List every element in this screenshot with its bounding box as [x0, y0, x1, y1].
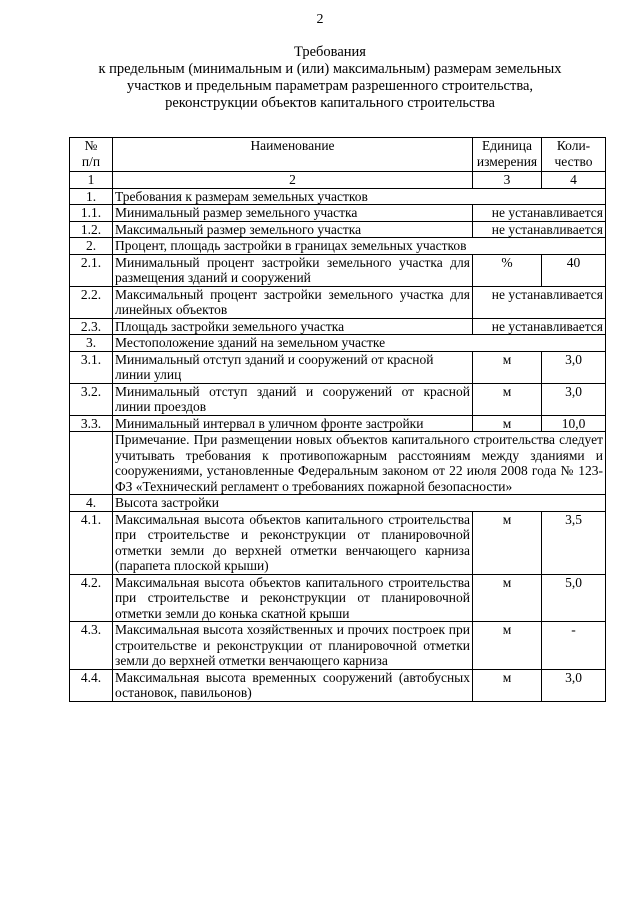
- row-number: 4.2.: [70, 574, 113, 622]
- row-number: 3.1.: [70, 351, 113, 383]
- title-line-2: к предельным (минимальным и (или) максимальным) размерам земельных: [98, 61, 562, 77]
- document-title: [60, 44, 600, 112]
- row-qty: 3,5: [542, 511, 606, 574]
- row-section-title: Высота застройки: [113, 495, 606, 512]
- row-section-title: Процент, площадь застройки в границах земельных участков: [113, 238, 606, 255]
- table-row: [70, 188, 606, 205]
- row-number: 2.3.: [70, 318, 113, 335]
- row-unit: м: [473, 622, 542, 670]
- table-row: [70, 574, 606, 622]
- row-value-merged: не устанавливается: [473, 318, 606, 335]
- row-unit: м: [473, 415, 542, 432]
- row-number: 4.1.: [70, 511, 113, 574]
- row-number: 2.2.: [70, 286, 113, 318]
- row-name: Минимальный процент застройки земельного участка для размещения зданий и сооружений: [113, 254, 473, 286]
- header-num: № п/п: [70, 138, 113, 172]
- header-unit: Единица измерения: [473, 138, 542, 172]
- row-note: Примечание. При размещении новых объектов капитального строительства следует учитывать требования к противопожарным расстояниям между зданиями и сооружениями, установленные Федеральным законом от 22 июля 2008 года № 123-ФЗ «Технический регламент о требованиях пожарной безопасности»: [113, 432, 606, 495]
- title-line-4: реконструкции объектов капитального строительства: [165, 95, 495, 111]
- table-row: [70, 511, 606, 574]
- row-name: Максимальная высота хозяйственных и прочих построек при строительстве и реконструкции от планировочной отметки земли до верхней отметки венчающего карниза: [113, 622, 473, 670]
- table-row: [70, 254, 606, 286]
- index-cell: 4: [542, 172, 606, 189]
- row-name: Площадь застройки земельного участка: [113, 318, 473, 335]
- table-row: [70, 286, 606, 318]
- row-value-merged: не устанавливается: [473, 286, 606, 318]
- row-unit: м: [473, 351, 542, 383]
- table-row: [70, 669, 606, 701]
- row-number: 3.3.: [70, 415, 113, 432]
- header-name: Наименование: [113, 138, 473, 172]
- row-qty: 3,0: [542, 351, 606, 383]
- row-number: 4.3.: [70, 622, 113, 670]
- row-name: Минимальный отступ зданий и сооружений от красной линии улиц: [113, 351, 473, 383]
- title-line-3: участков и предельным параметрам разрешенного строительства,: [126, 78, 534, 94]
- row-number: 1.1.: [70, 205, 113, 222]
- title-line-1: Требования: [294, 44, 366, 60]
- row-unit: м: [473, 669, 542, 701]
- row-number: 1.: [70, 188, 113, 205]
- requirements-table: [69, 137, 606, 702]
- row-number: 3.2.: [70, 383, 113, 415]
- row-name: Максимальный процент застройки земельного участка для линейных объектов: [113, 286, 473, 318]
- index-cell: 2: [113, 172, 473, 189]
- table-row: [70, 383, 606, 415]
- page-number: 2: [316, 12, 324, 27]
- table-row: [70, 221, 606, 238]
- table-row: [70, 335, 606, 352]
- row-name: Минимальный отступ зданий и сооружений от красной линии проездов: [113, 383, 473, 415]
- row-number: 2.1.: [70, 254, 113, 286]
- row-value-merged: не устанавливается: [473, 205, 606, 222]
- row-number: 4.4.: [70, 669, 113, 701]
- table-row: [70, 432, 606, 495]
- index-cell: 1: [70, 172, 113, 189]
- row-number: 2.: [70, 238, 113, 255]
- index-cell: 3: [473, 172, 542, 189]
- row-number: 4.: [70, 495, 113, 512]
- row-qty: 3,0: [542, 383, 606, 415]
- table-row: [70, 205, 606, 222]
- row-name: Минимальный размер земельного участка: [113, 205, 473, 222]
- table-row: [70, 495, 606, 512]
- row-qty: 40: [542, 254, 606, 286]
- row-name: Максимальный размер земельного участка: [113, 221, 473, 238]
- row-name: Максимальная высота временных сооружений (автобусных остановок, павильонов): [113, 669, 473, 701]
- table-row: [70, 622, 606, 670]
- row-unit: м: [473, 574, 542, 622]
- row-qty: -: [542, 622, 606, 670]
- row-name: Максимальная высота объектов капитального строительства при строительстве и реконструкции от планировочной отметки земли до верхней отметки венчающего карниза (парапета плоской крыши): [113, 511, 473, 574]
- row-unit: м: [473, 383, 542, 415]
- table-row: [70, 351, 606, 383]
- row-section-title: Требования к размерам земельных участков: [113, 188, 606, 205]
- header-qty: Коли- чество: [542, 138, 606, 172]
- row-section-title: Местоположение зданий на земельном участке: [113, 335, 606, 352]
- table-index-row: [70, 172, 606, 189]
- table-row: [70, 238, 606, 255]
- row-number: [70, 432, 113, 495]
- row-qty: 3,0: [542, 669, 606, 701]
- row-value-merged: не устанавливается: [473, 221, 606, 238]
- row-name: Минимальный интервал в уличном фронте застройки: [113, 415, 473, 432]
- row-number: 3.: [70, 335, 113, 352]
- row-name: Максимальная высота объектов капитального строительства при строительстве и реконструкции от планировочной отметки земли до конька скатной крыши: [113, 574, 473, 622]
- row-unit: м: [473, 511, 542, 574]
- row-qty: 10,0: [542, 415, 606, 432]
- table-row: [70, 318, 606, 335]
- row-number: 1.2.: [70, 221, 113, 238]
- row-unit: %: [473, 254, 542, 286]
- table-header-row: [70, 138, 606, 172]
- row-qty: 5,0: [542, 574, 606, 622]
- table-row: [70, 415, 606, 432]
